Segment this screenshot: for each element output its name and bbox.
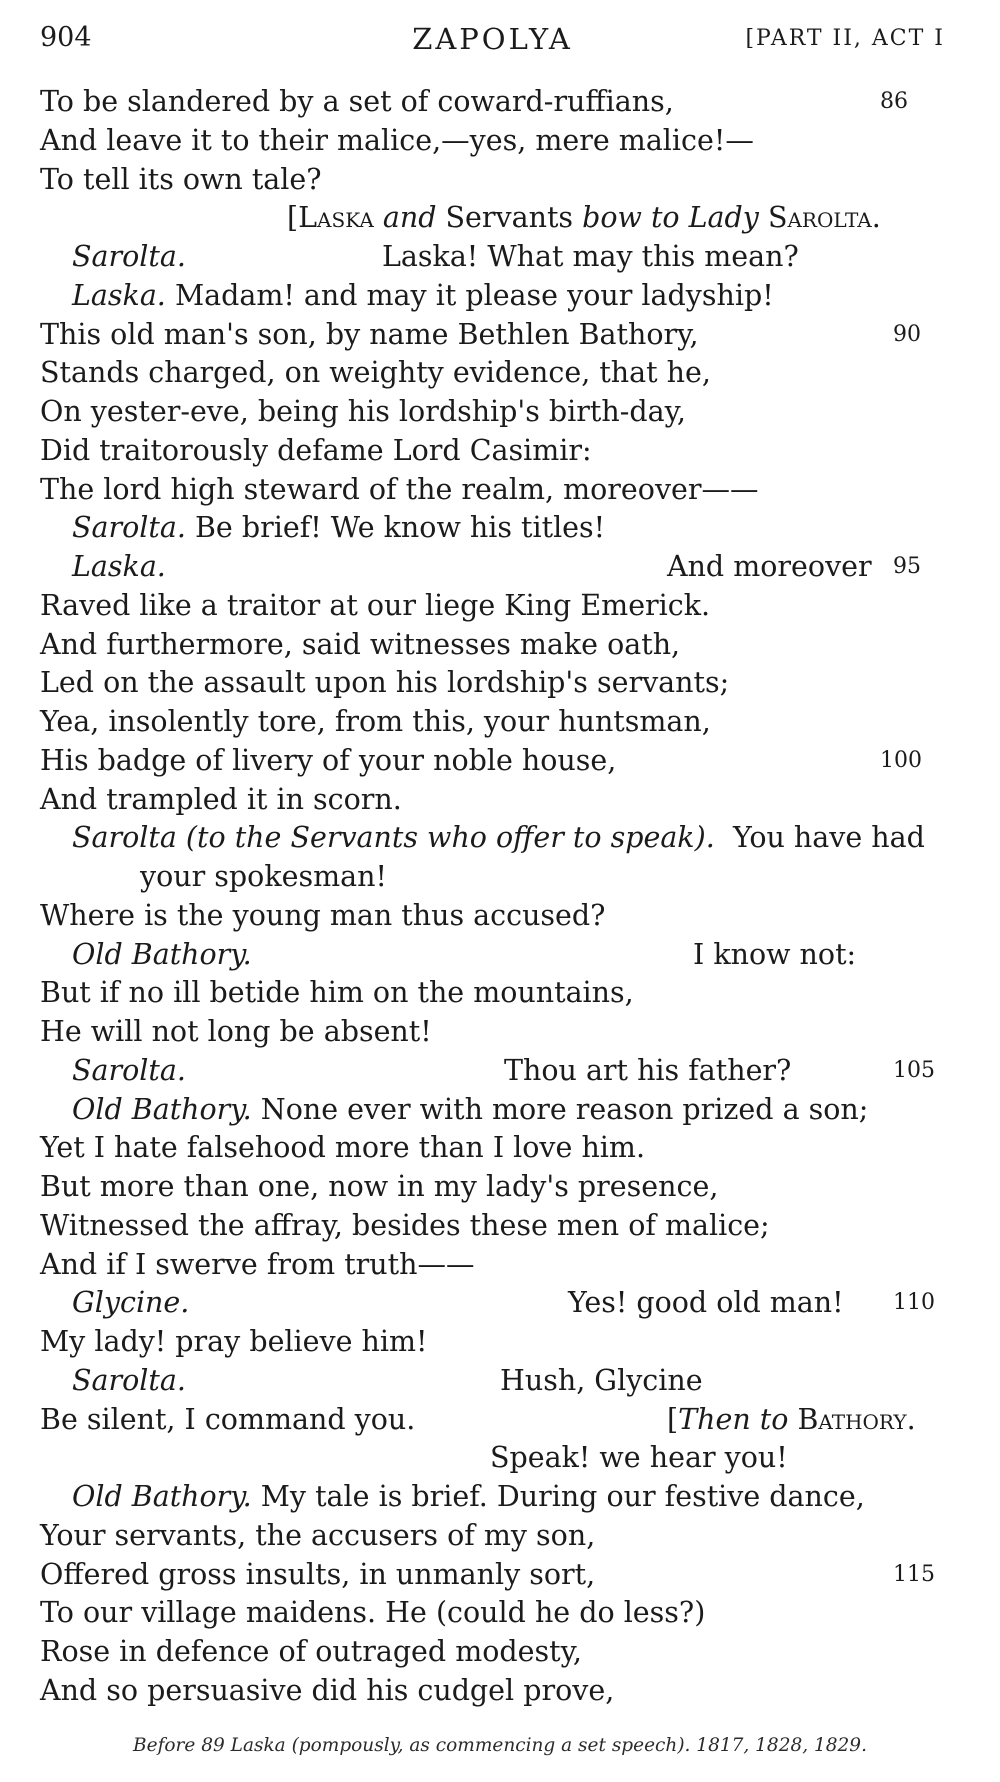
speaker-name: Old Bathory. bbox=[72, 937, 252, 971]
verse-line bbox=[0, 277, 1000, 316]
verse-line bbox=[0, 587, 1000, 626]
verse-line bbox=[0, 1246, 1000, 1285]
verse-text: Raved like a traitor at our liege King Emerick. bbox=[40, 588, 711, 622]
verse-line bbox=[0, 1129, 1000, 1168]
verse-line bbox=[0, 1517, 1000, 1556]
verse-body bbox=[0, 83, 1000, 1711]
character-name: Bathory. bbox=[797, 1402, 916, 1436]
footnote: Before 89 Laska (pompously, as commencing a set speech). 1817, 1828, 1829. bbox=[133, 1735, 867, 1756]
direction-text: Servants bbox=[445, 201, 574, 235]
verse-line bbox=[0, 1013, 1000, 1052]
verse-line bbox=[0, 509, 1000, 548]
verse-line bbox=[0, 393, 1000, 432]
speaker-name: Sarolta. bbox=[72, 240, 186, 273]
verse-text: I know not: bbox=[693, 937, 857, 971]
line-number: 86 bbox=[880, 89, 908, 114]
verse-text: Be brief! We know his titles! bbox=[194, 511, 606, 545]
bracket: [ bbox=[667, 1402, 679, 1436]
stage-direction bbox=[0, 199, 1000, 238]
line-number: 100 bbox=[880, 747, 922, 773]
verse-text: On yester-eve, being his lordship's birth-day, bbox=[40, 395, 686, 428]
verse-text: He will not long be absent! bbox=[40, 1015, 432, 1048]
verse-line bbox=[0, 548, 1000, 587]
verse-text: Where is the young man thus accused? bbox=[40, 898, 606, 932]
verse-line bbox=[0, 1052, 1000, 1091]
verse-line bbox=[0, 1362, 1000, 1401]
verse-text: And furthermore, said witnesses make oath, bbox=[40, 627, 681, 661]
verse-text: Offered gross insults, in unmanly sort, bbox=[40, 1557, 596, 1591]
line-number: 110 bbox=[893, 1290, 935, 1316]
verse-text: Be silent, I command you. bbox=[40, 1402, 416, 1436]
verse-line bbox=[0, 626, 1000, 665]
direction-text: Then to bbox=[678, 1402, 789, 1436]
verse-text: To our village maidens. He (could he do less?) bbox=[40, 1596, 706, 1630]
verse-text: Speak! we hear you! bbox=[490, 1441, 788, 1475]
verse-line bbox=[0, 1284, 1000, 1323]
verse-text: And trampled it in scorn. bbox=[40, 782, 402, 816]
verse-text: To be slandered by a set of coward-ruffians, bbox=[40, 85, 674, 118]
verse-text: This old man's son, by name Bethlen Bathory, bbox=[40, 317, 699, 351]
verse-line bbox=[0, 781, 1000, 820]
verse-text: But more than one, now in my lady's presence, bbox=[40, 1170, 719, 1203]
speaker-name: Glycine. bbox=[72, 1286, 190, 1320]
verse-line bbox=[0, 432, 1000, 471]
running-title: ZAPOLYA bbox=[412, 22, 573, 56]
verse-text: Your servants, the accusers of my son, bbox=[40, 1518, 596, 1552]
speaker-name: Old Bathory. bbox=[72, 1092, 252, 1126]
speaker-name: Sarolta. bbox=[72, 1363, 186, 1397]
verse-text: Laska! What may this mean? bbox=[382, 240, 799, 273]
verse-text: You have had bbox=[733, 821, 925, 855]
verse-text: And moreover bbox=[667, 550, 872, 583]
verse-line bbox=[0, 83, 1000, 122]
character-name: Sarolta. bbox=[767, 201, 881, 235]
verse-line bbox=[0, 316, 1000, 355]
verse-line bbox=[0, 974, 1000, 1013]
verse-text: And if I swerve from truth—— bbox=[40, 1247, 475, 1281]
verse-line bbox=[0, 1168, 1000, 1207]
verse-text: But if no ill betide him on the mountains, bbox=[40, 976, 634, 1010]
verse-text: Led on the assault upon his lordship's servants; bbox=[40, 666, 730, 700]
verse-line bbox=[0, 1091, 1000, 1130]
speaker-name: Sarolta. bbox=[72, 511, 186, 545]
verse-line bbox=[0, 161, 1000, 200]
stage-direction: (to the Servants who offer to speak). bbox=[185, 821, 715, 855]
direction-text: and bbox=[382, 201, 437, 235]
verse-line bbox=[0, 354, 1000, 393]
verse-text: Thou art his father? bbox=[504, 1053, 792, 1087]
verse-text: And so persuasive did his cudgel prove, bbox=[40, 1673, 615, 1707]
speaker-name: Sarolta. bbox=[72, 1053, 186, 1087]
verse-text: Yes! good old man! bbox=[568, 1286, 844, 1320]
verse-line bbox=[0, 1207, 1000, 1246]
verse-line bbox=[0, 664, 1000, 703]
verse-line bbox=[0, 858, 1000, 897]
direction-text: bow to Lady bbox=[582, 201, 759, 235]
verse-line bbox=[0, 471, 1000, 510]
verse-text: Hush, Glycine bbox=[500, 1363, 703, 1397]
speaker-name: Sarolta bbox=[72, 821, 177, 855]
character-name: Laska bbox=[298, 201, 374, 235]
verse-line bbox=[0, 1323, 1000, 1362]
line-number: 105 bbox=[893, 1057, 935, 1083]
verse-text: Did traitorously defame Lord Casimir: bbox=[40, 433, 592, 467]
line-number: 90 bbox=[893, 321, 921, 347]
bracket: [ bbox=[287, 201, 299, 235]
verse-text: His badge of livery of your noble house, bbox=[40, 743, 617, 777]
verse-line bbox=[0, 897, 1000, 936]
speaker-name: Laska. bbox=[72, 278, 166, 312]
verse-text: Madam! and may it please your ladyship! bbox=[174, 278, 774, 312]
verse-line bbox=[0, 1478, 1000, 1517]
verse-text: The lord high steward of the realm, moreover—— bbox=[40, 472, 759, 506]
verse-line bbox=[0, 703, 1000, 742]
page-header bbox=[40, 22, 945, 66]
stage-direction bbox=[667, 1401, 916, 1440]
verse-line bbox=[0, 1672, 1000, 1711]
verse-line bbox=[0, 1594, 1000, 1633]
verse-line bbox=[0, 1633, 1000, 1672]
verse-text: My tale is brief. During our festive dance, bbox=[260, 1480, 865, 1513]
page-number: 904 bbox=[40, 22, 92, 53]
verse-text: Yea, insolently tore, from this, your huntsman, bbox=[40, 705, 711, 738]
verse-line bbox=[0, 936, 1000, 975]
verse-text: Rose in defence of outraged modesty, bbox=[40, 1635, 582, 1668]
verse-text: None ever with more reason prized a son; bbox=[260, 1092, 869, 1126]
section-reference: [PART II, ACT I bbox=[745, 26, 945, 51]
line-number: 115 bbox=[893, 1561, 935, 1587]
verse-text: Witnessed the affray, besides these men of malice; bbox=[40, 1208, 770, 1242]
speaker-name: Old Bathory. bbox=[72, 1480, 252, 1513]
verse-line bbox=[0, 238, 1000, 277]
verse-line bbox=[0, 742, 1000, 781]
verse-text: Yet I hate falsehood more than I love him. bbox=[40, 1131, 645, 1165]
verse-text: And leave it to their malice,—yes, mere malice!— bbox=[40, 123, 754, 157]
speaker-name: Laska. bbox=[72, 550, 166, 583]
verse-text: your spokesman! bbox=[140, 860, 387, 893]
verse-text: My lady! pray believe him! bbox=[40, 1325, 428, 1358]
verse-text: To tell its own tale? bbox=[40, 162, 322, 196]
verse-line bbox=[0, 122, 1000, 161]
verse-line bbox=[0, 1401, 1000, 1440]
verse-line bbox=[0, 1556, 1000, 1595]
verse-line bbox=[0, 1439, 1000, 1478]
verse-text: Stands charged, on weighty evidence, that he, bbox=[40, 356, 711, 390]
line-number: 95 bbox=[893, 554, 921, 579]
verse-line bbox=[0, 819, 1000, 858]
